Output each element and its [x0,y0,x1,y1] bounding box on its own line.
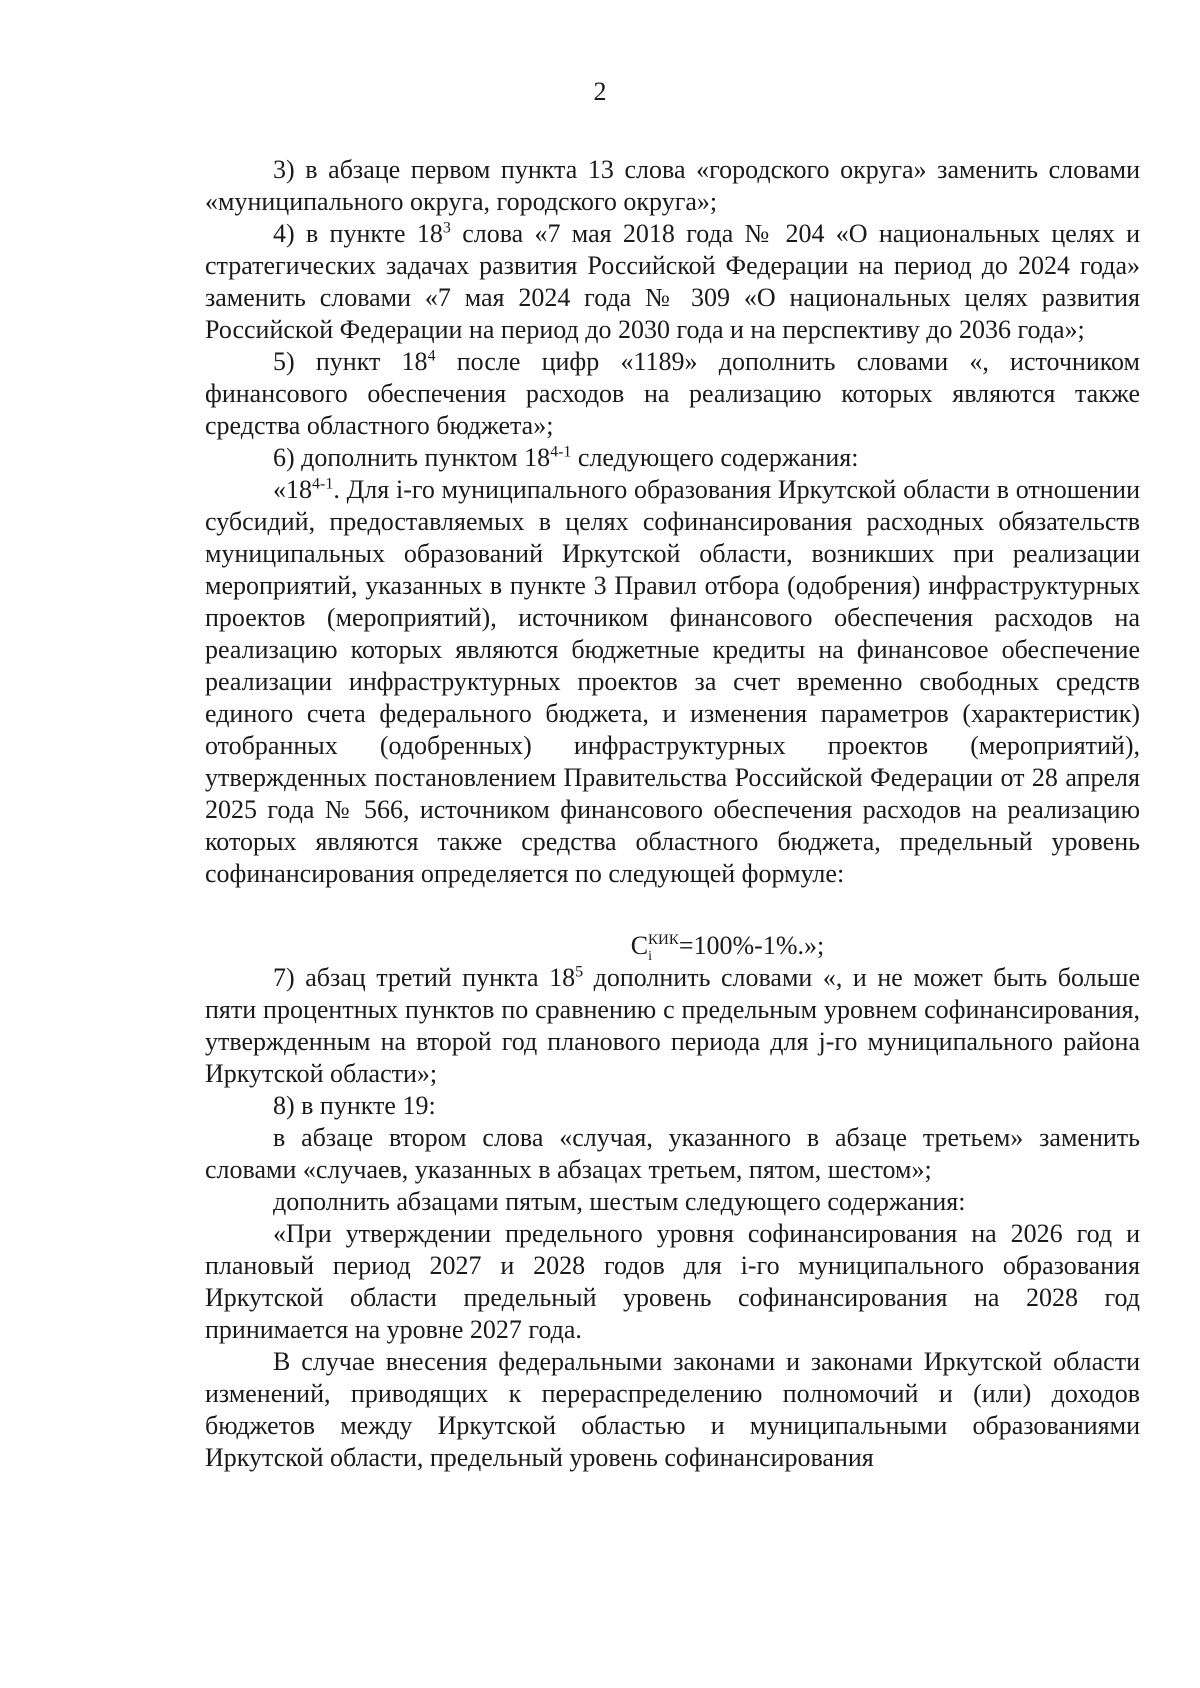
paragraph-new-paragraph-5 [205,1218,1140,1346]
paragraph-text: после цифр «1189» дополнить словами «, источником финансового обеспечения расходов на реализацию которых являются также средства областного бюджета»; [205,347,1140,440]
paragraph-text: слова «7 мая 2018 года № 204 «О национальных целях и стратегических задачах развития Российской Федерации на период до 2024 года» заменить словами «7 мая 2024 года № 309 «О национальных целях развития Российской Федерации на период до 2030 года и на перспективу до 2036 года»; [205,219,1140,344]
paragraph-text: . Для i-го муниципального образования Иркутской области в отношении субсидий, предоставляемых в целях софинансирования расходных обязательств муниципальных образований Иркутской области, возникших при реализации мероприятий, указанных в пункте 3 Правил отбора (одобрения) инфраструктурных проектов (мероприятий), источником финансового обеспечения расходов на реализацию которых являются бюджетные кредиты на финансовое обеспечение реализации инфраструктурных проектов за счет временно свободных средств единого счета федерального бюджета, и изменения параметров (характеристик) отобранных (одобренных) инфраструктурных проектов (мероприятий), утвержденных постановлением Правительства Российской Федерации от 28 апреля 2025 года № 566, источником финансового обеспечения расходов на реализацию которых являются также средства областного бюджета, предельный уровень софинансирования определяется по следующей формуле: [205,475,1140,888]
paragraph-text: 6) дополнить пунктом 18 [273,443,551,472]
formula-superscript: КИК [648,932,679,949]
superscript: 5 [575,963,584,981]
paragraph-item-8 [205,1090,1140,1122]
paragraph-text: В случае внесения федеральными законами и законами Иркутской области изменений, приводящих к перераспределению полномочий и (или) доходов бюджетов между Иркутской областью и муниципальными образованиями Иркутской области, предельный уровень софинансирования [205,1347,1140,1472]
paragraph-item-3 [205,154,1140,218]
paragraph-text: 3) в абзаце первом пункта 13 слова «городского округа» заменить словами «муниципального округа, городского округа»; [205,155,1140,216]
formula-symbol: C [630,931,649,960]
paragraph-text: дополнить словами «, и не может быть больше пяти процентных пунктов по сравнению с предельным уровнем софинансирования, утвержденным на второй год планового периода для j-го муниципального района Иркутской области»; [205,963,1140,1088]
paragraph-text: дополнить абзацами пятым, шестым следующего содержания: [273,1187,966,1216]
formula [205,930,1140,965]
paragraph-new-point-18-4-1 [205,474,1140,890]
paragraph-item-8-subparagraph-1 [205,1122,1140,1186]
paragraph-item-8-subparagraph-2 [205,1186,1140,1218]
page-number: 2 [593,77,607,106]
document-body [205,154,1140,1474]
superscript: 4 [427,347,436,365]
paragraph-text: «18 [273,475,312,504]
paragraph-text: следующего содержания: [571,443,859,472]
paragraph-text: 4) в пункте 18 [273,219,443,248]
formula-subscript: i [648,949,652,965]
paragraph-item-6 [205,442,1140,474]
paragraph-item-7 [205,962,1140,1090]
superscript: 3 [442,219,451,237]
paragraph-text: 8) в пункте 19: [273,1091,436,1120]
paragraph-text: 5) пункт 18 [273,347,428,376]
paragraph-text: 7) абзац третий пункта 18 [273,963,576,992]
formula-expression: =100%-1%.»; [678,931,825,960]
paragraph-text: «При утверждении предельного уровня софинансирования на 2026 год и плановый период 2027 и 2028 годов для i-го муниципального образования Иркутской области предельный уровень софинансирования на 2028 год принимается на уровне 2027 года. [205,1219,1140,1344]
paragraph-text: в абзаце втором слова «случая, указанного в абзаце третьем» заменить словами «случаев, указанных в абзацах третьем, пятом, шестом»; [205,1123,1140,1184]
paragraph-item-5 [205,346,1140,442]
superscript: 4-1 [550,443,572,461]
superscript: 4-1 [312,475,334,493]
paragraph-item-4 [205,218,1140,346]
paragraph-new-paragraph-6 [205,1346,1140,1474]
